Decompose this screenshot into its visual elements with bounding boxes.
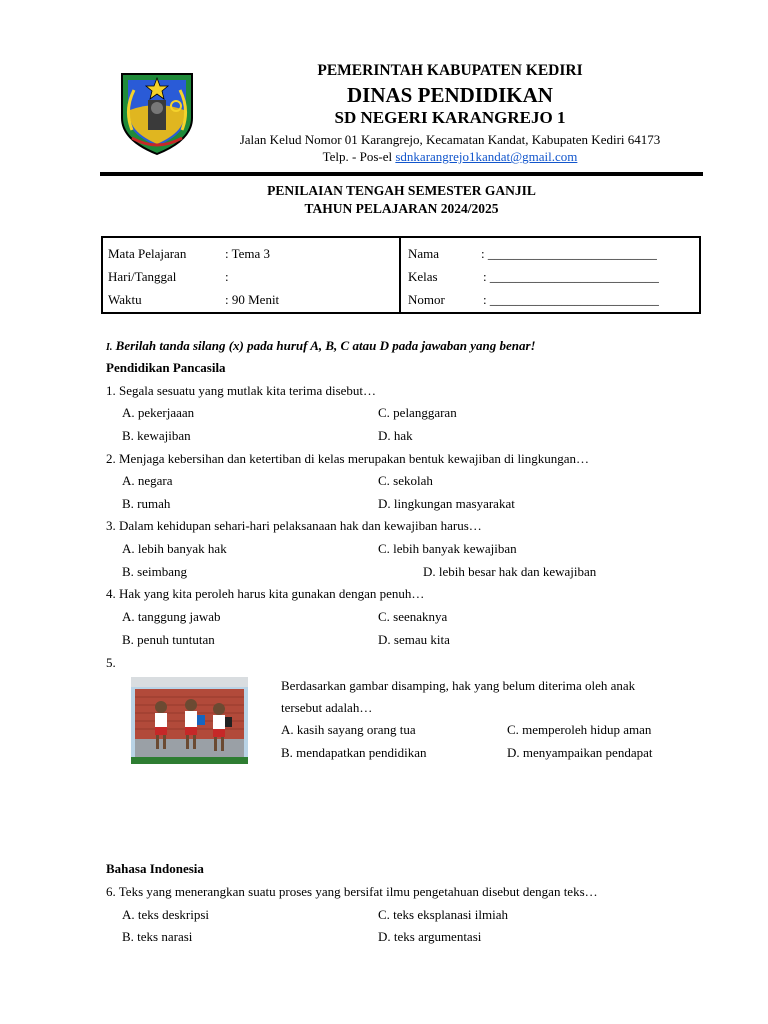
q5-option-d[interactable]: D. menyampaikan pendapat: [507, 745, 653, 760]
children-at-school-picture: [131, 677, 248, 764]
time-value: : 90 Menit: [225, 292, 280, 307]
q3-option-d[interactable]: D. lebih besar hak dan kewajiban: [423, 564, 597, 579]
question-4: 4. Hak yang kita peroleh harus kita gunakan dengan penuh…: [106, 586, 425, 601]
class-field[interactable]: : __________________________: [483, 269, 659, 284]
subject-label: Mata Pelajaran: [108, 246, 187, 261]
q4-option-c[interactable]: C. seenaknya: [378, 609, 448, 624]
question-1: 1. Segala sesuatu yang mutlak kita terima disebut…: [106, 383, 377, 398]
school-address: Jalan Kelud Nomor 01 Karangrejo, Kecamatan Kandat, Kabupaten Kediri 64173: [239, 132, 661, 147]
question-2: 2. Menjaga kebersihan dan ketertiban di kelas merupakan bentuk kewajiban di lingkungan…: [106, 451, 590, 466]
q1-option-d[interactable]: D. hak: [378, 428, 413, 443]
q2-option-a[interactable]: A. negara: [122, 473, 173, 488]
q5-option-a[interactable]: A. kasih sayang orang tua: [281, 722, 416, 737]
q1-option-b[interactable]: B. kewajiban: [122, 428, 191, 443]
government-name: PEMERINTAH KABUPATEN KEDIRI: [317, 62, 583, 79]
contact-prefix: Telp. - Pos-el: [322, 149, 396, 164]
q3-option-c[interactable]: C. lebih banyak kewajiban: [378, 541, 517, 556]
section-title-pancasila: Pendidikan Pancasila: [106, 360, 226, 375]
department-name: DINAS PENDIDIKAN: [347, 83, 553, 107]
instruction: [106, 338, 536, 356]
name-label: Nama: [408, 246, 440, 261]
exam-title: PENILAIAN TENGAH SEMESTER GANJIL: [267, 183, 536, 198]
q1-option-a[interactable]: A. pekerjaaan: [122, 405, 195, 420]
section-title-bahasa: Bahasa Indonesia: [106, 861, 204, 876]
q6-option-b[interactable]: B. teks narasi: [122, 929, 193, 944]
q3-option-b[interactable]: B. seimbang: [122, 564, 187, 579]
question-5-number: 5.: [106, 655, 116, 670]
q6-option-c[interactable]: C. teks eksplanasi ilmiah: [378, 907, 508, 922]
question-3: 3. Dalam kehidupan sehari-hari pelaksanaan hak dan kewajiban harus…: [106, 518, 482, 533]
q4-option-d[interactable]: D. semau kita: [378, 632, 450, 647]
q2-option-b[interactable]: B. rumah: [122, 496, 171, 511]
q5-option-b[interactable]: B. mendapatkan pendidikan: [281, 745, 427, 760]
email-link[interactable]: sdnkarangrejo1kandat@gmail.com: [395, 149, 578, 164]
q2-option-d[interactable]: D. lingkungan masyarakat: [378, 496, 515, 511]
q6-option-a[interactable]: A. teks deskripsi: [122, 907, 210, 922]
name-field[interactable]: : __________________________: [481, 246, 657, 261]
subject-value: : Tema 3: [225, 246, 271, 261]
q5-option-c[interactable]: C. memperoleh hidup aman: [507, 722, 652, 737]
number-field[interactable]: : __________________________: [483, 292, 659, 307]
header-divider: [100, 172, 703, 176]
exam-year: TAHUN PELAJARAN 2024/2025: [304, 201, 499, 216]
instruction-number: I.: [106, 342, 113, 353]
q6-option-d[interactable]: D. teks argumentasi: [378, 929, 482, 944]
class-label: Kelas: [408, 269, 438, 284]
question-6: 6. Teks yang menerangkan suatu proses yang bersifat ilmu pengetahuan disebut dengan teks…: [106, 884, 598, 899]
q4-option-b[interactable]: B. penuh tuntutan: [122, 632, 215, 647]
instruction-text: Berilah tanda silang (x) pada huruf A, B, C atau D pada jawaban yang benar!: [112, 338, 536, 353]
q1-option-c[interactable]: C. pelanggaran: [378, 405, 457, 420]
q2-option-c[interactable]: C. sekolah: [378, 473, 433, 488]
school-contact: [200, 149, 700, 165]
identity-table-divider: [399, 236, 401, 314]
number-label: Nomor: [408, 292, 445, 307]
question-5-text-line1: Berdasarkan gambar disamping, hak yang belum diterima oleh anak: [281, 678, 636, 693]
school-name: SD NEGERI KARANGREJO 1: [334, 108, 566, 127]
kediri-regency-logo: [118, 70, 196, 156]
date-label: Hari/Tanggal: [108, 269, 177, 284]
date-value: :: [225, 269, 229, 284]
q4-option-a[interactable]: A. tanggung jawab: [122, 609, 221, 624]
question-5-text-line2: tersebut adalah…: [281, 700, 373, 715]
q3-option-a[interactable]: A. lebih banyak hak: [122, 541, 227, 556]
time-label: Waktu: [108, 292, 142, 307]
